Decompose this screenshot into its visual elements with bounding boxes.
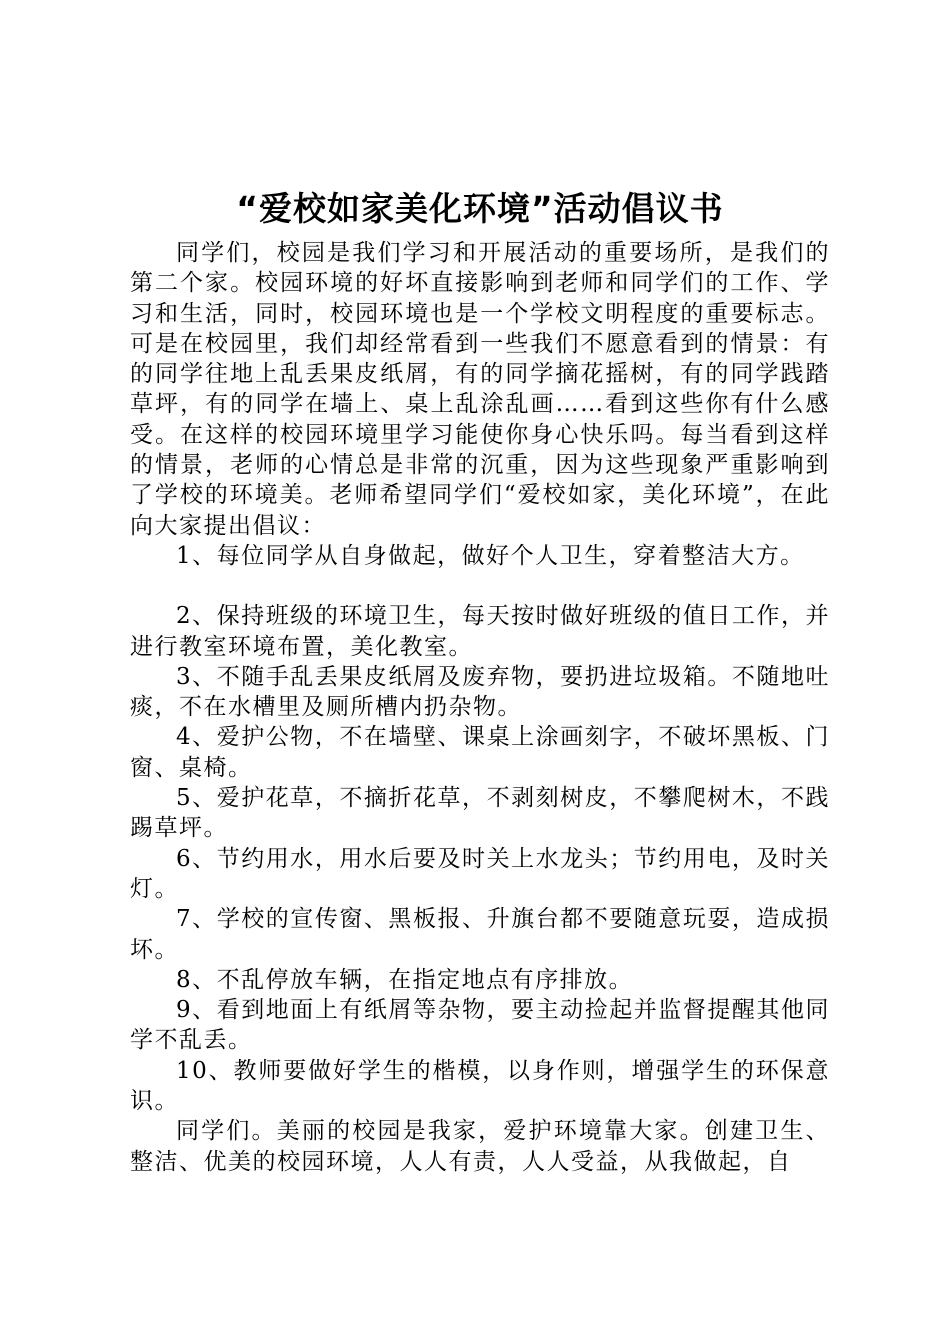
proposal-item-3: 3、不随手乱丢果皮纸屑及废弃物，要扔进垃圾箱。不随地吐痰，不在水槽里及厕所槽内扔杂物。 [130, 663, 830, 721]
proposal-item-8: 8、不乱停放车辆，在指定地点有序排放。 [176, 966, 634, 993]
proposal-item-10: 10、教师要做好学生的楷模，以身作则，增强学生的环保意识。 [130, 1057, 830, 1115]
intro-paragraph: 同学们，校园是我们学习和开展活动的重要场所，是我们的第二个家。校园环境的好坏直接影响到老师和同学们的工作、学习和生活，同时，校园环境也是一个学校文明程度的重要标志。可是在校园里，我们却经常看到一些我们不愿意看到的情景：有的同学往地上乱丢果皮纸屑，有的同学摘花摇树，有的同学践踏草坪，有的同学在墙上、桌上乱涂乱画……看到这些你有什么感受。在这样的校园环境里学习能使你身心快乐吗。每当看到这样的情景，老师的心情总是非常的沉重，因为这些现象严重影响到了学校的环境美。老师希望同学们“爱校如家，美化环境”，在此向大家提出倡议： [130, 240, 830, 539]
proposal-item-9: 9、看到地面上有纸屑等杂物，要主动捡起并监督提醒其他同学不乱丢。 [130, 997, 830, 1054]
closing-paragraph: 同学们。美丽的校园是我家，爱护环境靠大家。创建卫生、整洁、优美的校园环境，人人有责，人人受益，从我做起，自 [130, 1118, 830, 1175]
proposal-item-1: 1、每位同学从自身做起，做好个人卫生，穿着整洁大方。 [176, 542, 805, 569]
document-page [130, 186, 830, 1177]
proposal-item-2: 2、保持班级的环境卫生，每天按时做好班级的值日工作，并进行教室环境布置，美化教室。 [130, 603, 830, 660]
proposal-item-4: 4、爱护公物，不在墙壁、课桌上涂画刻字，不破坏黑板、门窗、桌椅。 [130, 724, 830, 781]
document-title: “爱校如家美化环境”活动倡议书 [236, 189, 724, 228]
proposal-item-7: 7、学校的宣传窗、黑板报、升旗台都不要随意玩耍，造成损坏。 [130, 906, 830, 963]
proposal-item-5: 5、爱护花草，不摘折花草，不剥刻树皮，不攀爬树木，不践踢草坪。 [130, 785, 830, 842]
proposal-item-6: 6、节约用水，用水后要及时关上水龙头；节约用电，及时关灯。 [130, 845, 830, 902]
